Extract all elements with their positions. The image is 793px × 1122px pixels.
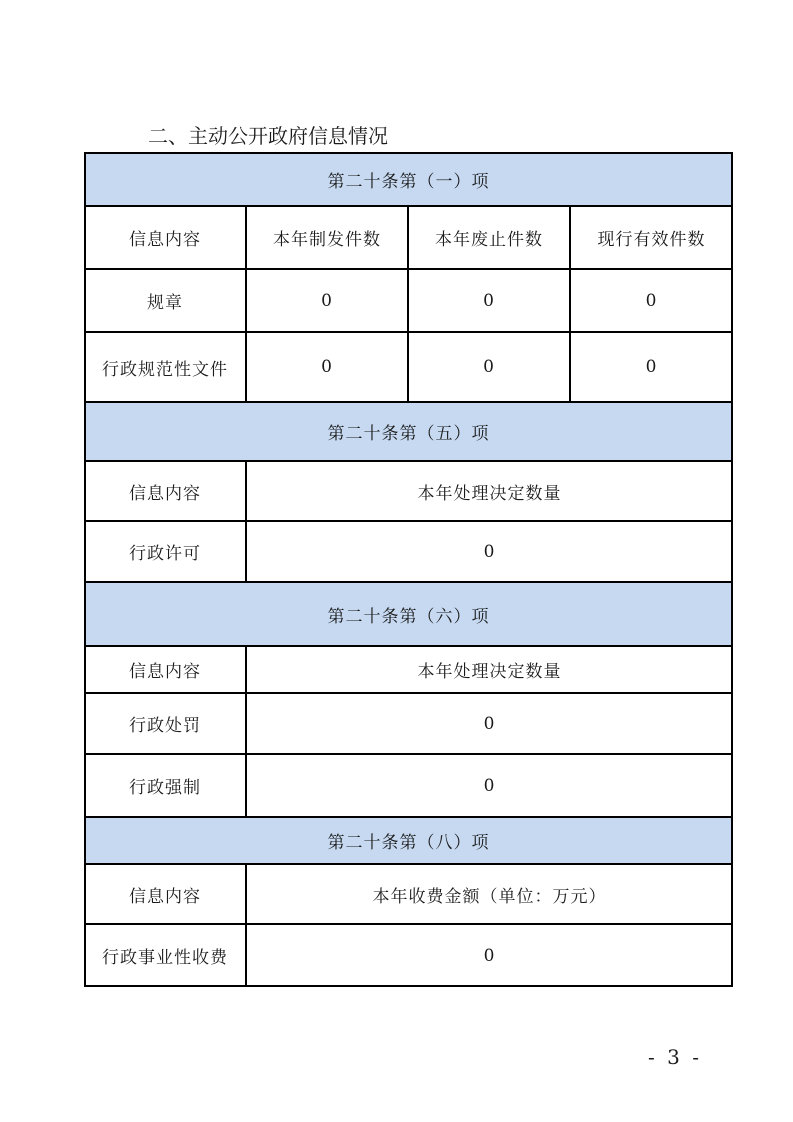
disclosure-table: [84, 152, 733, 987]
table-rule: [407, 206, 409, 402]
cell-regulations-valid: 0: [645, 290, 658, 311]
table-rule: [245, 206, 247, 402]
table-rule: [84, 520, 733, 522]
header-decisions-this-year: 本年处理决定数量: [417, 662, 562, 682]
cell-administrative-fees-amount: 0: [483, 945, 496, 966]
table-rule: [245, 461, 247, 582]
table-rule: [84, 923, 733, 925]
header-info-content: 信息内容: [129, 230, 201, 250]
table-rule: [245, 864, 247, 987]
cell-regulations-repealed: 0: [483, 290, 495, 311]
row-label-administrative-coercion: 行政强制: [129, 778, 201, 798]
header-info-content: 信息内容: [129, 483, 201, 504]
header-currently-valid: 现行有效件数: [597, 230, 706, 250]
cell-regulations-issued: 0: [321, 290, 333, 311]
cell-normative-repealed: 0: [483, 357, 495, 377]
header-issued-this-year: 本年制发件数: [273, 230, 381, 250]
table-rule: [245, 646, 247, 817]
table-rule: [84, 460, 733, 462]
table-rule: [84, 645, 733, 647]
header-repealed-this-year: 本年废止件数: [435, 230, 543, 250]
section-title-article-20-5: 第二十条第（五）项: [84, 402, 733, 461]
header-info-content: 信息内容: [129, 662, 201, 682]
row-label-regulations: 规章: [147, 293, 183, 313]
section-heading: 二、主动公开政府信息情况: [148, 124, 388, 148]
table-rule: [569, 206, 571, 402]
cell-normative-issued: 0: [321, 357, 333, 377]
cell-administrative-coercion-count: 0: [483, 775, 496, 796]
page-number: - 3 -: [648, 1045, 702, 1069]
section-title-article-20-6: 第二十条第（六）项: [84, 582, 733, 646]
header-fee-amount: 本年收费金额（单位：万元）: [372, 886, 607, 907]
table-rule: [84, 816, 733, 818]
header-info-content: 信息内容: [129, 886, 201, 907]
table-rule: [84, 863, 733, 865]
cell-administrative-penalty-count: 0: [483, 713, 496, 734]
section-title-article-20-8: 第二十条第（八）项: [84, 817, 733, 864]
table-rule: [84, 692, 733, 694]
row-label-administrative-license: 行政许可: [129, 544, 201, 564]
row-label-administrative-fees: 行政事业性收费: [102, 948, 228, 968]
table-rule: [84, 753, 733, 755]
section-title-article-20-1: 第二十条第（一）项: [84, 152, 733, 206]
table-rule: [84, 581, 733, 583]
row-label-normative-documents: 行政规范性文件: [102, 359, 228, 380]
header-decisions-this-year: 本年处理决定数量: [417, 483, 562, 504]
row-label-administrative-penalty: 行政处罚: [129, 716, 201, 736]
cell-administrative-license-count: 0: [483, 541, 496, 562]
cell-normative-valid: 0: [645, 357, 658, 377]
